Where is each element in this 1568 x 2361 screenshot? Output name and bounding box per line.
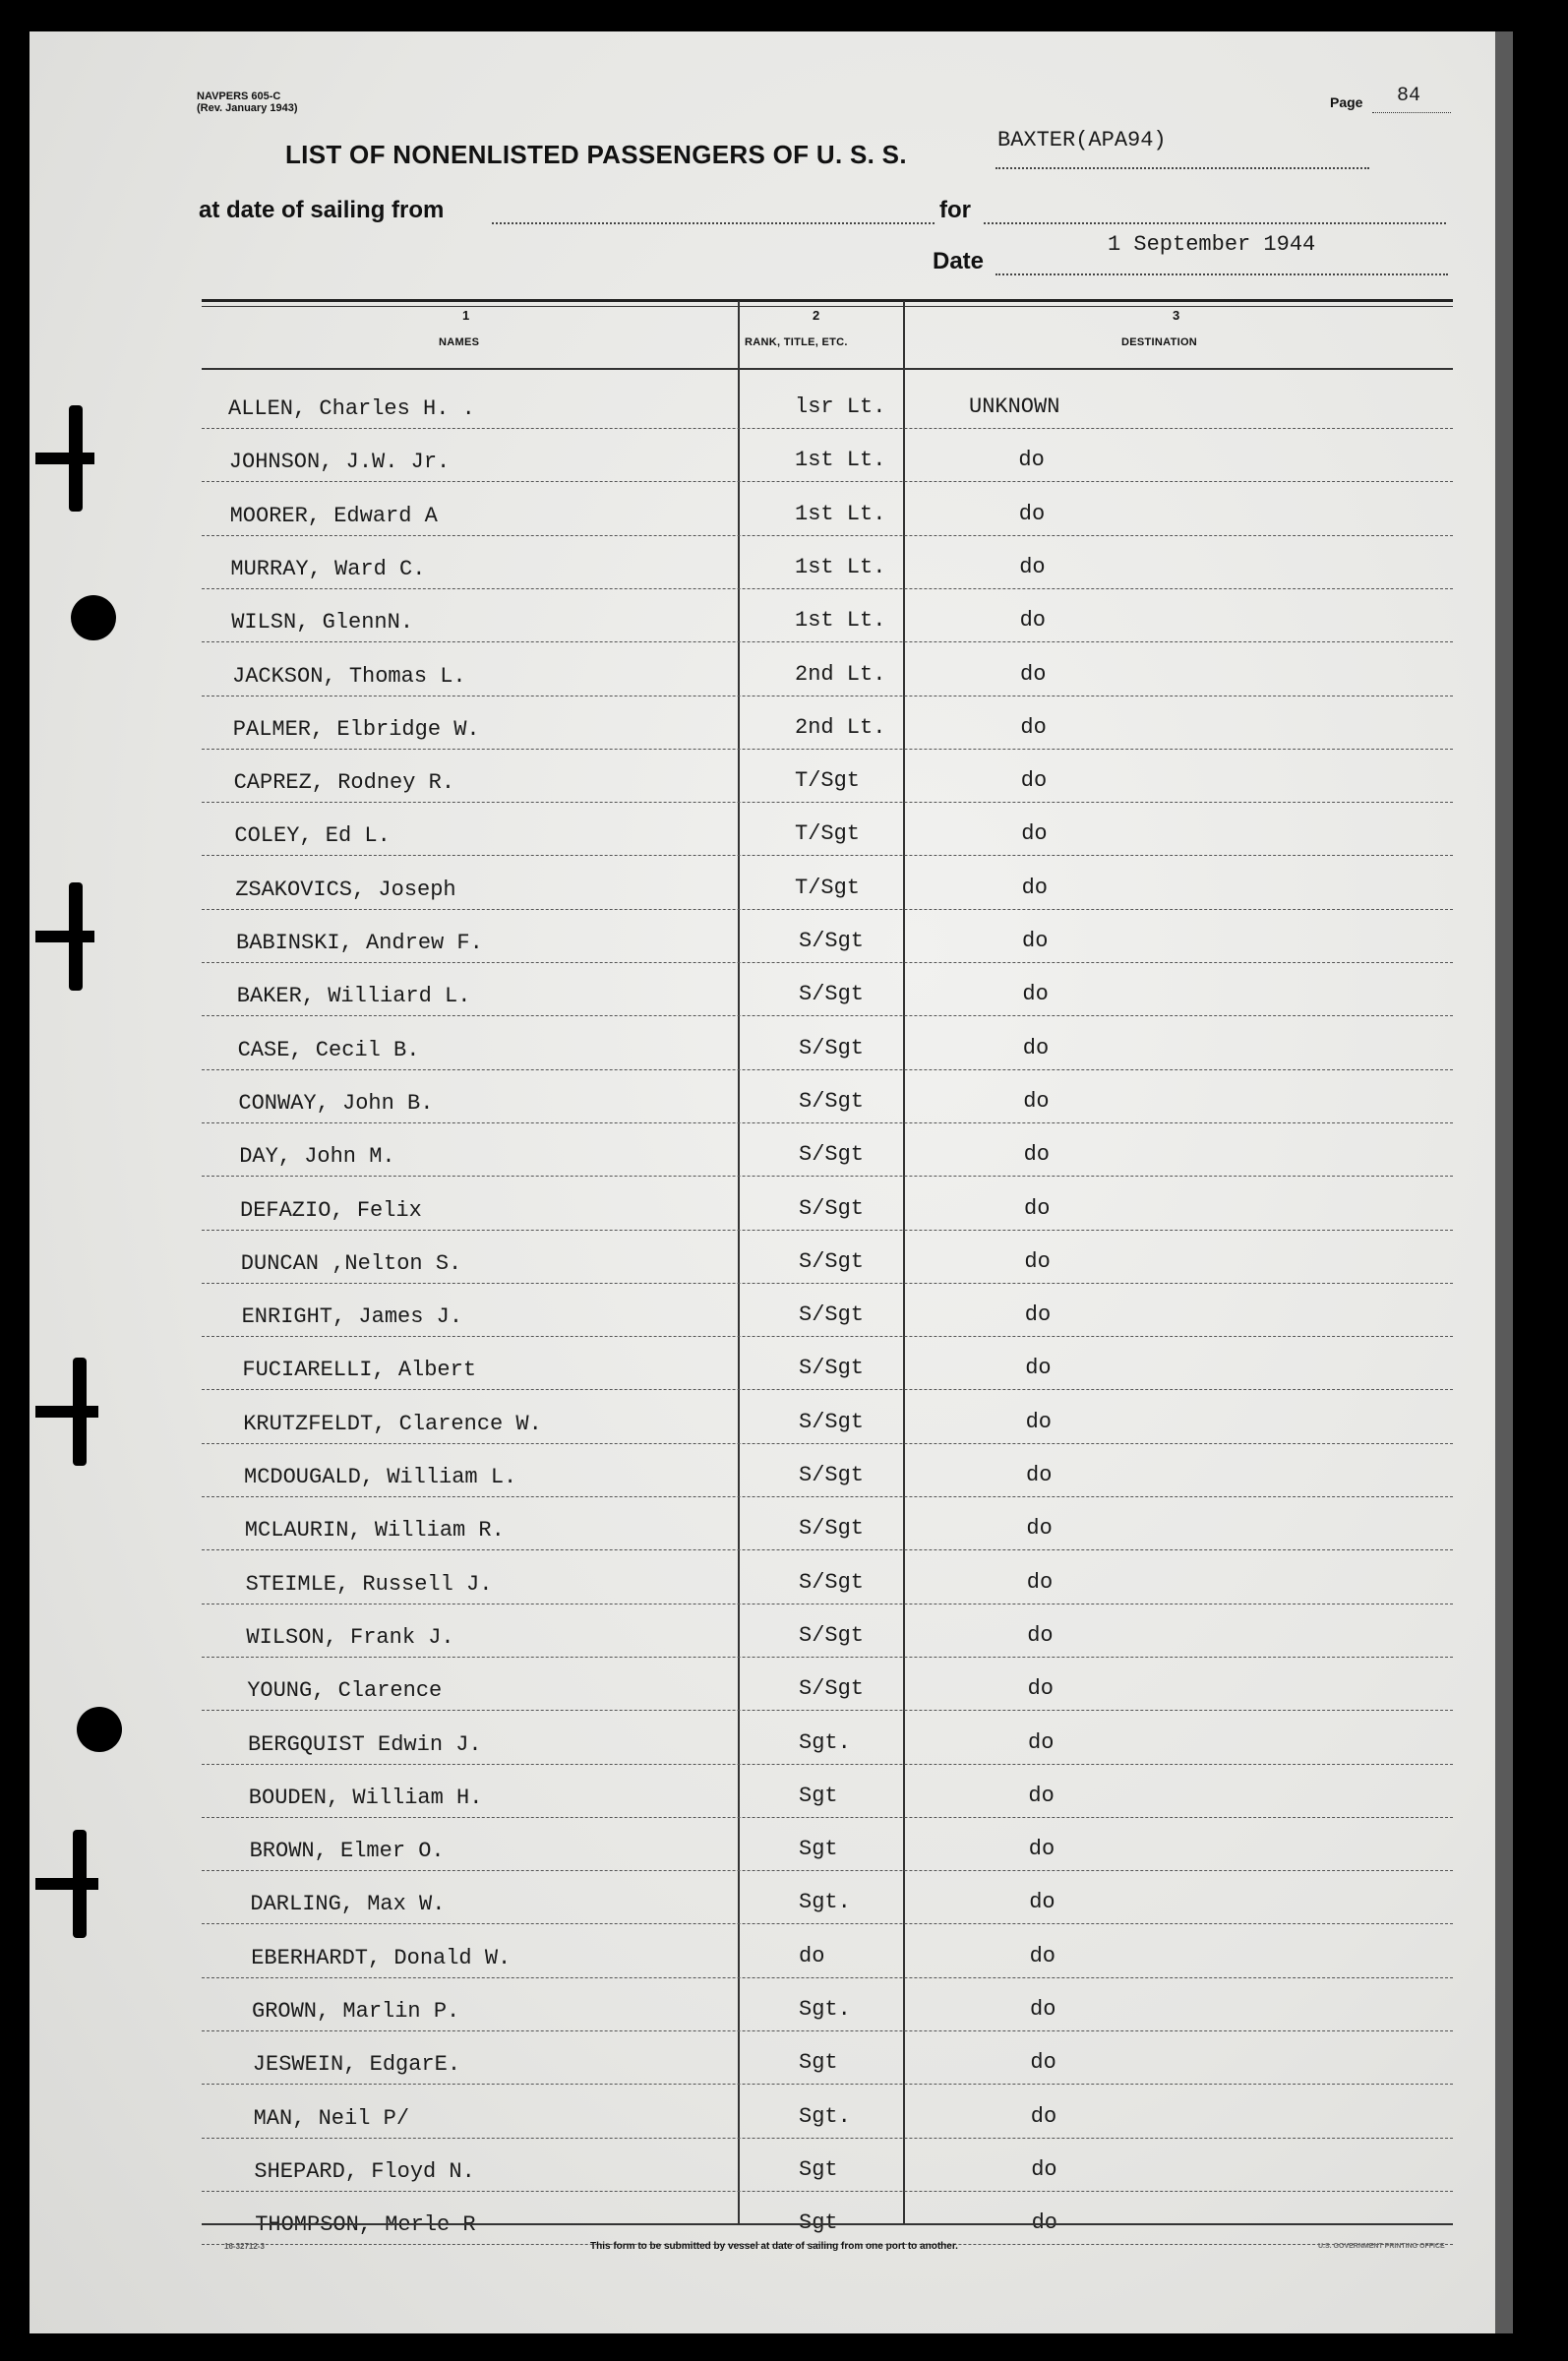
- passenger-destination: do: [1019, 608, 1046, 634]
- column-header-rank: RANK, TITLE, ETC.: [745, 336, 848, 348]
- row-line: [202, 1336, 1453, 1337]
- sailing-from-label: at date of sailing from: [199, 197, 445, 223]
- passenger-destination: do: [1025, 1356, 1052, 1381]
- column-number-names: 1: [462, 308, 470, 323]
- passenger-destination: do: [1020, 661, 1047, 687]
- column-header-names: NAMES: [439, 336, 480, 348]
- passenger-destination: do: [1023, 1088, 1050, 1114]
- ship-name: BAXTER(APA94): [997, 128, 1167, 152]
- passenger-destination: do: [1022, 1035, 1050, 1060]
- row-line: [202, 1764, 1453, 1765]
- row-line: [202, 1122, 1453, 1123]
- passenger-name: BERGQUIST Edwin J.: [248, 1731, 482, 1757]
- passenger-destination: do: [1026, 1516, 1053, 1542]
- passenger-rank: S/Sgt: [799, 982, 865, 1007]
- passenger-name: EBERHARDT, Donald W.: [251, 1945, 512, 1970]
- table-header-rule: [202, 368, 1453, 370]
- passenger-destination: do: [1030, 2050, 1056, 2076]
- passenger-name: THOMPSON, Merle R: [255, 2212, 476, 2238]
- passenger-rank: S/Sgt: [799, 1676, 865, 1702]
- passenger-name: JACKSON, Thomas L.: [232, 663, 466, 689]
- passenger-rank: Sgt.: [799, 1729, 851, 1755]
- passenger-rank: S/Sgt: [799, 929, 865, 953]
- row-line: [202, 1817, 1453, 1818]
- row-line: [202, 2084, 1453, 2085]
- passenger-rank: S/Sgt: [799, 1035, 865, 1060]
- column-header-destination: DESTINATION: [1121, 336, 1198, 348]
- passenger-rank: S/Sgt: [799, 1248, 865, 1274]
- passenger-name: CASE, Cecil B.: [237, 1037, 420, 1062]
- passenger-rank: 1st Lt.: [795, 554, 886, 579]
- passenger-name: BROWN, Elmer O.: [249, 1839, 445, 1864]
- footer-form-code: 16-32712-3: [224, 2242, 265, 2251]
- passenger-rank: S/Sgt: [799, 1463, 865, 1487]
- row-line: [202, 749, 1453, 750]
- passenger-name: DUNCAN ,Nelton S.: [240, 1250, 462, 1276]
- passenger-name: MCLAURIN, William R.: [244, 1518, 505, 1544]
- passenger-rank: 1st Lt.: [795, 608, 886, 634]
- passenger-name: ZSAKOVICS, Joseph: [235, 877, 456, 902]
- row-line: [202, 2191, 1453, 2192]
- passenger-rank: S/Sgt: [799, 1195, 865, 1221]
- page-label: Page: [1330, 94, 1363, 110]
- row-line: [202, 1870, 1453, 1871]
- passenger-rank: S/Sgt: [799, 1516, 865, 1542]
- passenger-name: DEFAZIO, Felix: [240, 1197, 422, 1223]
- passenger-rank: 2nd Lt.: [795, 714, 886, 740]
- passenger-name: COLEY, Ed L.: [234, 823, 391, 849]
- passenger-destination: do: [1022, 929, 1049, 953]
- page-number: 84: [1397, 85, 1421, 107]
- passenger-rank: Sgt: [799, 1783, 838, 1808]
- row-line: [202, 1230, 1453, 1231]
- passenger-destination: do: [1031, 2210, 1057, 2236]
- passenger-rank: Sgt: [799, 2210, 838, 2236]
- date-label: Date: [933, 248, 985, 274]
- row-line: [202, 1443, 1453, 1444]
- passenger-destination: do: [1027, 1622, 1054, 1648]
- passenger-rank: S/Sgt: [799, 1356, 865, 1381]
- date-value: 1 September 1944: [1108, 232, 1316, 257]
- passenger-destination: do: [1028, 1729, 1055, 1755]
- binder-hole: [71, 595, 116, 640]
- row-line: [202, 588, 1453, 589]
- footer-note: This form to be submitted by vessel at date of sailing from one port to another.: [590, 2241, 958, 2252]
- passenger-name: DAY, John M.: [239, 1144, 395, 1170]
- row-line: [202, 1657, 1453, 1658]
- row-line: [202, 1923, 1453, 1924]
- passenger-destination: do: [1018, 448, 1045, 473]
- passenger-rank: 1st Lt.: [795, 448, 886, 473]
- passenger-name: PALMER, Elbridge W.: [232, 716, 480, 742]
- row-line: [202, 855, 1453, 856]
- passenger-destination: do: [1026, 1569, 1054, 1595]
- row-line: [202, 2138, 1453, 2139]
- row-line: [202, 428, 1453, 429]
- passenger-rank: S/Sgt: [799, 1302, 865, 1328]
- passenger-rank: lsr Lt.: [795, 394, 886, 419]
- passenger-destination: do: [1028, 1783, 1055, 1808]
- passenger-name: CAPREZ, Rodney R.: [233, 770, 455, 796]
- sailing-from-line: [492, 222, 935, 224]
- passenger-rank: T/Sgt: [795, 875, 861, 900]
- row-line: [202, 641, 1453, 642]
- passenger-name: WILSON, Frank J.: [246, 1624, 454, 1650]
- binder-clip: [35, 1830, 98, 1938]
- passenger-name: MCDOUGALD, William L.: [244, 1465, 517, 1489]
- page-number-line: [1372, 112, 1451, 113]
- passenger-destination: do: [1027, 1676, 1054, 1702]
- passenger-rank: S/Sgt: [799, 1142, 865, 1168]
- document-sheet: [30, 31, 1510, 2333]
- passenger-rank: Sgt.: [799, 2103, 851, 2129]
- passenger-destination: UNKNOWN: [969, 394, 1060, 419]
- passenger-rank: T/Sgt: [795, 768, 861, 794]
- passenger-destination: do: [1029, 1890, 1055, 1915]
- passenger-name: DARLING, Max W.: [250, 1892, 446, 1917]
- passenger-name: FUCIARELLI, Albert: [242, 1358, 477, 1383]
- sheet-edge-shadow: [1495, 31, 1513, 2333]
- passenger-name: MURRAY, Ward C.: [230, 556, 426, 581]
- ship-name-line: [995, 167, 1369, 169]
- passenger-destination: do: [1028, 1837, 1055, 1862]
- passenger-destination: do: [1026, 1463, 1053, 1487]
- column-number-destination: 3: [1173, 308, 1180, 323]
- footer-printer: U.S. GOVERNMENT PRINTING OFFICE: [1318, 2243, 1445, 2250]
- passenger-rank: Sgt.: [799, 1890, 851, 1915]
- binder-hole: [77, 1707, 122, 1752]
- for-line: [984, 222, 1446, 224]
- passenger-destination: do: [1021, 875, 1048, 900]
- passenger-name: ENRIGHT, James J.: [241, 1304, 463, 1330]
- row-line: [202, 1176, 1453, 1177]
- row-line: [202, 481, 1453, 482]
- passenger-name: GROWN, Marlin P.: [252, 1999, 460, 2024]
- row-line: [202, 1710, 1453, 1711]
- passenger-name: MOORER, Edward A: [229, 503, 438, 528]
- passenger-name: MAN, Neil P/: [253, 2105, 410, 2131]
- table-top-rule-thin: [202, 306, 1453, 307]
- passenger-rank: S/Sgt: [799, 1088, 865, 1114]
- row-line: [202, 1977, 1453, 1978]
- table-top-rule: [202, 299, 1453, 302]
- column-divider: [903, 301, 905, 2224]
- passenger-destination: do: [1021, 821, 1048, 847]
- column-number-rank: 2: [813, 308, 820, 323]
- row-line: [202, 2030, 1453, 2031]
- passenger-destination: do: [1020, 714, 1047, 740]
- row-line: [202, 1496, 1453, 1497]
- form-revision: (Rev. January 1943): [197, 102, 298, 114]
- row-line: [202, 1549, 1453, 1550]
- column-divider: [738, 301, 740, 2224]
- passenger-destination: do: [1024, 1302, 1052, 1328]
- passenger-name: CONWAY, John B.: [238, 1090, 434, 1116]
- passenger-rank: Sgt: [799, 2156, 838, 2182]
- passenger-rank: Sgt: [799, 2050, 838, 2076]
- passenger-rank: do: [799, 1943, 825, 1968]
- passenger-name: BABINSKI, Andrew F.: [236, 931, 483, 955]
- for-label: for: [939, 197, 971, 223]
- passenger-name: BAKER, Williard L.: [236, 984, 471, 1009]
- passenger-rank: Sgt.: [799, 1997, 851, 2022]
- passenger-name: ALLEN, Charles H. .: [228, 396, 475, 421]
- row-line: [202, 962, 1453, 963]
- row-line: [202, 1389, 1453, 1390]
- row-line: [202, 1283, 1453, 1284]
- page-title: LIST OF NONENLISTED PASSENGERS OF U. S. S.: [285, 140, 907, 169]
- passenger-rank: S/Sgt: [799, 1622, 865, 1648]
- passenger-name: JOHNSON, J.W. Jr.: [228, 450, 451, 475]
- binder-clip: [35, 882, 94, 991]
- passenger-destination: do: [1024, 1195, 1051, 1221]
- binder-clip: [35, 1358, 98, 1466]
- passenger-destination: do: [1031, 2156, 1057, 2182]
- passenger-rank: T/Sgt: [795, 821, 861, 847]
- passenger-rank: S/Sgt: [799, 1409, 865, 1434]
- passenger-name: BOUDEN, William H.: [248, 1785, 483, 1810]
- passenger-destination: do: [1022, 982, 1049, 1007]
- passenger-rank: S/Sgt: [799, 1569, 865, 1595]
- row-line: [202, 535, 1453, 536]
- row-line: [202, 1015, 1453, 1016]
- passenger-rank: Sgt: [799, 1837, 838, 1862]
- passenger-destination: do: [1019, 554, 1046, 579]
- passenger-name: YOUNG, Clarence: [247, 1678, 443, 1704]
- row-line: [202, 1069, 1453, 1070]
- passenger-destination: do: [1029, 1943, 1055, 1968]
- passenger-name: JESWEIN, EdgarE.: [252, 2052, 461, 2078]
- passenger-destination: do: [1030, 1997, 1056, 2022]
- table-bottom-rule: [202, 2223, 1453, 2225]
- passenger-destination: do: [1024, 1248, 1051, 1274]
- passenger-destination: do: [1020, 768, 1048, 794]
- passenger-rank: 2nd Lt.: [795, 661, 886, 687]
- date-line: [995, 273, 1448, 275]
- passenger-name: WILSN, GlennN.: [231, 610, 414, 636]
- binder-clip: [35, 405, 94, 512]
- passenger-name: STEIMLE, Russell J.: [245, 1571, 493, 1597]
- passenger-destination: do: [1023, 1142, 1050, 1168]
- passenger-name: KRUTZFELDT, Clarence W.: [243, 1411, 542, 1436]
- passenger-destination: do: [1030, 2103, 1057, 2129]
- passenger-rank: 1st Lt.: [795, 501, 886, 526]
- form-number: NAVPERS 605-C: [197, 91, 281, 102]
- passenger-destination: do: [1025, 1409, 1052, 1434]
- passenger-destination: do: [1018, 501, 1046, 526]
- form-number-block: [197, 91, 298, 114]
- passenger-name: SHEPARD, Floyd N.: [254, 2158, 475, 2184]
- row-line: [202, 909, 1453, 910]
- row-line: [202, 802, 1453, 803]
